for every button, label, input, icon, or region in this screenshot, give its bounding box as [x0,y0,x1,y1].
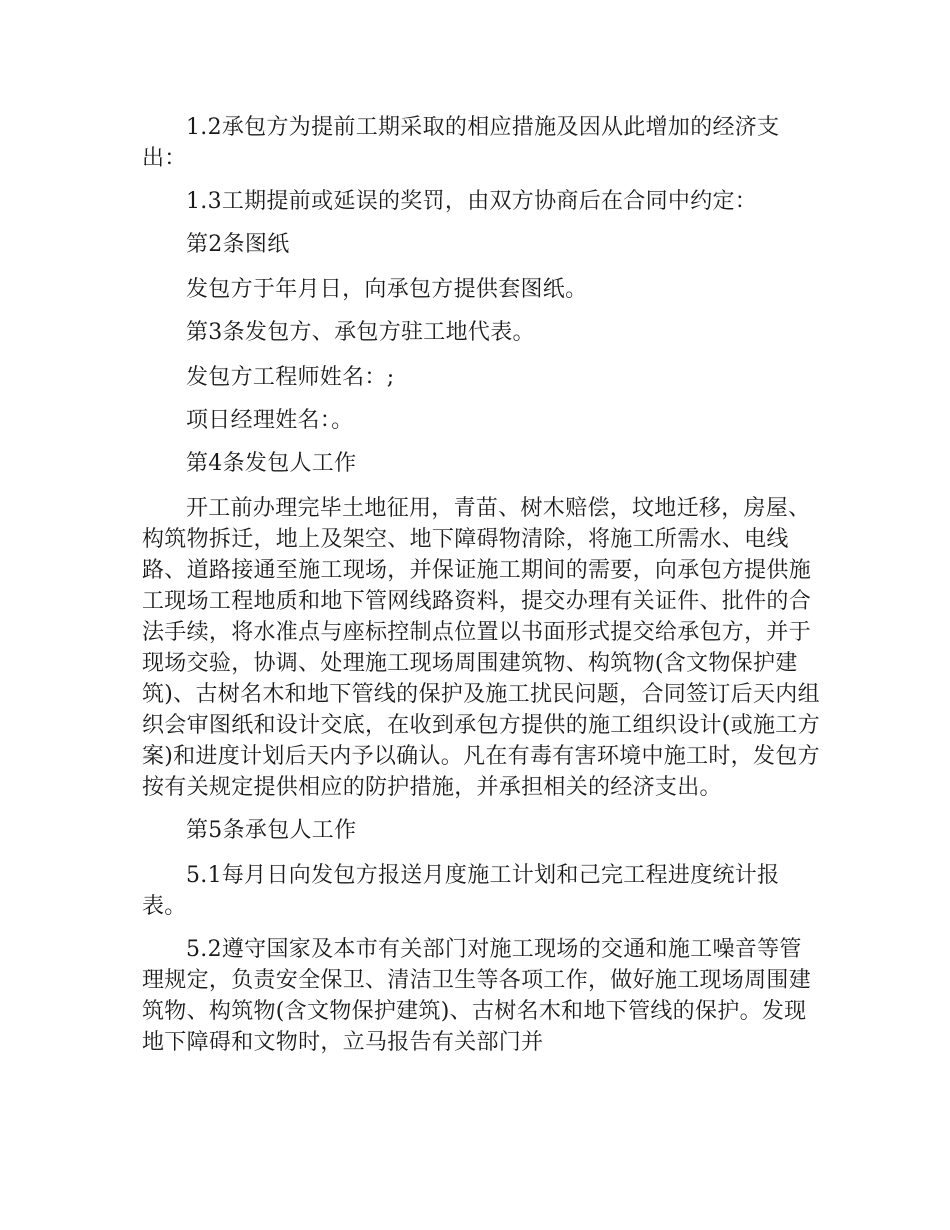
heading-article-5: 第5条承包人工作 [186,818,357,843]
paragraph-engineer-name: 发包方工程师姓名：; [186,365,395,390]
heading-article-3: 第3条发包方、承包方驻工地代表。 [186,320,535,345]
heading-article-2: 第2条图纸 [186,232,290,257]
paragraph-drawings: 发包方于年月日，向承包方提供套图纸。 [186,277,588,302]
heading-article-4: 第4条发包人工作 [186,451,357,476]
paragraph-5-1: 5.1每月日向发包方报送月度施工计划和己完工程进度统计报表。 [142,863,780,919]
paragraph-employer-duties: 开工前办理完毕土地征用，青苗、树木赔偿，坟地迁移，房屋、构筑物拆迁，地上及架空、地下障碍物清除，将施工所需水、电线路、道路接通至施工现场，并保证施工期间的需要，向承包方提供施工现场工程地质和地下管网线路资料，提交办理有关证件、批件的合法手续，将水准点与座标控制点位置以书面形式提交给承包方，并于现场交验，协调、处理施工现场周围建筑物、构筑物(含文物保护建筑)、古树名木和地下管线的保护及施工扰民问题，合同签订后天内组织会审图纸和设计交底，在收到承包方提供的施工组织设计(或施工方案)和进度计划后天内予以确认。凡在有毒有害环境中施工时，发包方按有关规定提供相应的防护措施，并承担相关的经济支出。 [142,496,820,800]
paragraph-manager-name: 项日经理姓名：。 [186,408,354,433]
document-page [142,112,822,1070]
paragraph-5-2: 5.2遵守国家及本市有关部门对施工现场的交通和施工噪音等管理规定，负责安全保卫、清洁卫生等各项工作，做好施工现场周围建筑物、构筑物(含文物保护建筑)、古树名木和地下管线的保护。发现地下障碍和文物时，立马报告有关部门并 [142,937,812,1055]
paragraph-1-3: 1.3工期提前或延误的奖罚，由双方协商后在合同中约定： [186,189,758,214]
paragraph-1-2: 1.2承包方为提前工期采取的相应措施及因从此增加的经济支出： [142,115,780,171]
